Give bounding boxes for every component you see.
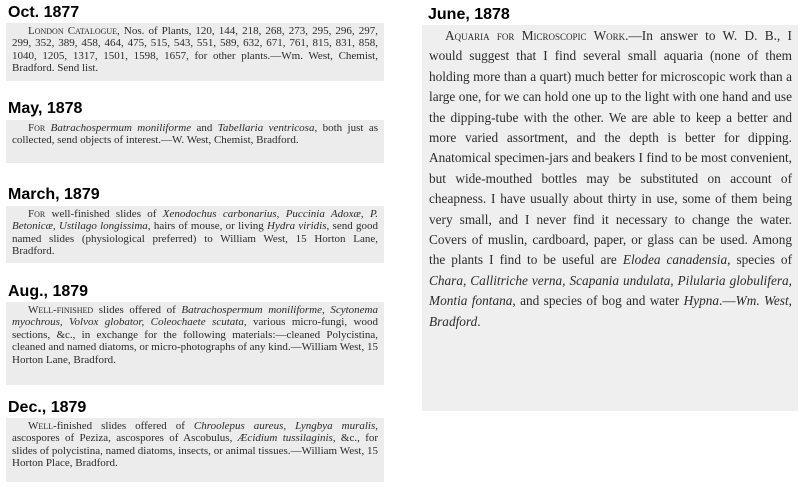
clipping-text: For Batrachospermum moniliforme and Tabellaria ventricosa, both just as collected, send objects of interest.—W. West, Chemist, Bradford. — [12, 122, 379, 147]
clipping-text: Well-finished slides offered of Batrachospermum moniliforme, Scytonema myochrous, Volvox globator, Coleochaete scutata, various micro-fungi, wood sections, &c., in exchange for the following materials:—cleaned Polycistina, cleaned and named diatoms, or micro-photographs of any kind.—William West, 15 Horton Lane, Bradford. — [12, 304, 378, 366]
clipping-date-aug-1879: Aug., 1879 — [8, 283, 89, 300]
clipping-june-1878 — [422, 25, 798, 411]
clipping-date-march-1879: March, 1879 — [8, 186, 100, 203]
clipping-text: Well-finished slides offered of Chroolepus aureus, Lyngbya muralis, ascospores of Peziza, ascospores of Ascobulus, Æcidium tussilaginis, &c., for slides of polycistina, named diatoms, insects, or animal tissues.—William West, 15 Horton Place, Bradford. — [12, 420, 379, 470]
clipping-text: London Catalogue, Nos. of Plants, 120, 144, 218, 268, 273, 295, 296, 297, 299, 352, 389, 458, 464, 475, 515, 543, 551, 589, 632, 671, 761, 815, 831, 858, 1040, 1205, 1317, 1501, 1598, 1657, for other plants.—Wm. West, Chemist, Bradford. Send list. — [12, 25, 378, 75]
clipping-date-june-1878: June, 1878 — [428, 6, 510, 23]
clipping-date-may-1878: May, 1878 — [8, 100, 83, 117]
clipping-march-1879 — [6, 206, 384, 263]
clipping-aug-1879 — [6, 302, 384, 385]
clipping-oct-1877 — [6, 23, 384, 81]
clipping-text: For well-finished slides of Xenodochus carbonarius, Puccinia Adoxæ, P. Betonicæ, Ustilago longissima, hairs of mouse, or living Hydra viridis, send good named slides (physiological preferred) to William West, 15 Horton Lane, Bradford. — [12, 208, 378, 258]
clipping-dec-1879 — [6, 418, 384, 482]
clipping-may-1878 — [6, 120, 384, 163]
clipping-date-dec-1879: Dec., 1879 — [8, 399, 87, 416]
clipping-text: Aquaria for Microscopic Work.—In answer to W. D. B., I would suggest that I find several small aquaria (none of them holding more than a quart) much better for microscopic work than a large one, for we can hold one up to the light with one hand and use the dipping-tube with the other. We are able to keep a better and more varied assortment, and the depth is better for dipping. Anatomical specimen-jars and beakers I find to be most convenient, but wide-mouthed bottles may be substituted on account of cheapness. I have usually about thirty in use, some of them being very small, and I never find it necessary to change the water. Covers of muslin, cardboard, paper, or glass can be used. Among the plants I find to be useful are Elodea canadensia, species of Chara, Callitriche verna, Scapania undulata, Pilularia globulifera, Montia fontana, and species of bog and water Hypna.—Wm. West, Bradford. — [429, 28, 792, 329]
clipping-date-oct-1877: Oct. 1877 — [8, 4, 80, 21]
